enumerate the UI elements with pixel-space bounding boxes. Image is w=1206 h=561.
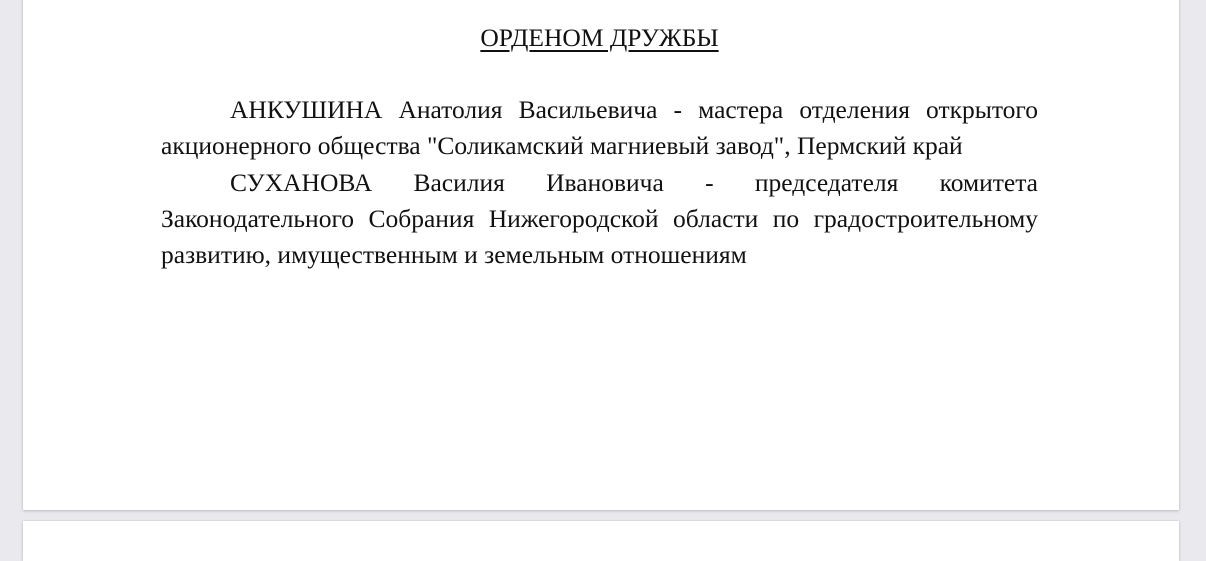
document-page — [23, 0, 1179, 510]
award-entry-ankushin: АНКУШИНА Анатолия Васильевича - мастера отделения открытого акционерного общества "Соликамский магниевый завод", Пермский край — [161, 95, 1038, 161]
award-heading: ОРДЕНОМ ДРУЖБЫ — [480, 23, 719, 52]
award-entry-sukhanov: СУХАНОВА Василия Ивановича - председателя комитета Законодательного Собрания Нижегородской области по градостроительному развитию, имущественным и земельным отношениям — [161, 167, 1038, 270]
next-document-page — [23, 521, 1179, 561]
award-entries — [161, 92, 1038, 273]
